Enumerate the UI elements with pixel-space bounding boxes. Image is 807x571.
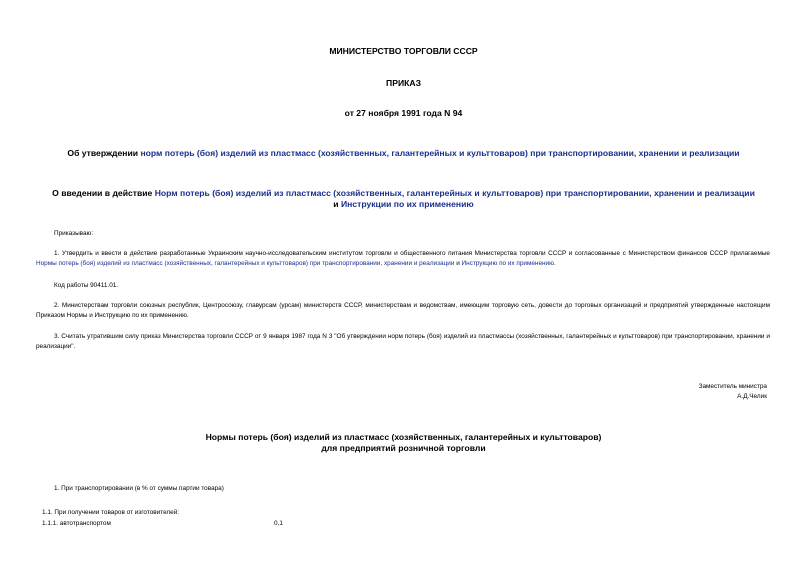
paragraph-1-norms-link[interactable]: Нормы потерь (боя) изделий из пластмасс (хозяйственных, галантерейных и культтоваров) при транспортировании, хранении и реализации [36,260,455,267]
paragraph-1-instruction-link[interactable]: Инструкцию по их применению [461,260,554,267]
norms-title-line-2: для предприятий розничной торговли [321,443,486,453]
work-code: Код работы 90411.01. [54,282,119,289]
norms-title-line-1: Нормы потерь (боя) изделий из пластмасс (хозяйственных, галантерейных и культтоваров) [205,432,602,442]
paragraph-3 [36,332,770,352]
paragraph-2 [36,301,770,321]
document-title [0,148,807,158]
section-1-1-heading: 1.1. При получении товаров от изготовителей: [42,509,180,516]
signature-position: Заместитель министра [698,383,767,390]
section-1-1-1-label: 1.1.1. автотранспортом [42,520,111,527]
subtitle-norms-link[interactable]: Норм потерь (боя) изделий из пластмасс (хозяйственных, галантерейных и культтоваров) при транспортировании, хранении и реализации [154,188,755,198]
title-prefix: Об утверждении [67,148,141,158]
subtitle-prefix: О введении в действие [52,188,155,198]
ministry-heading: МИНИСТЕРСТВО ТОРГОВЛИ СССР [329,46,478,56]
document-date-number: от 27 ноября 1991 года N 94 [344,108,463,118]
paragraph-1-end: . [553,260,556,267]
paragraph-2-text: 2. Министерствам торговли союзных республик, Центросоюзу, главурсам (урсам) министерств СССР, министерствам и ведомствам, имеющим торговую сеть, довести до торговых организаций и предприятий утвержденные настоящим Приказом Нормы и Инструкцию по их применению. [36,302,770,319]
subtitle-instruction-link[interactable]: Инструкции по их применению [340,199,474,209]
paragraph-1 [36,249,770,269]
document-subtitle [30,188,777,210]
signature-name: А.Д.Челик [737,393,767,400]
subtitle-middle: и [333,199,341,209]
paragraph-1-mid: и [454,260,462,267]
document-type: ПРИКАЗ [386,78,421,88]
signature-block [699,382,767,402]
norms-title [0,432,807,454]
section-1-1-1-value: 0,1 [274,520,283,527]
paragraph-1-text: 1. Утвердить и ввести в действие разработанные Украинским научно-исследовательским институтом торговли и общественного питания Министерства торговли СССР и согласованные с Министерством финансов СССР прилагаемые [54,250,770,257]
title-norms-link[interactable]: норм потерь (боя) изделий из пластмасс (хозяйственных, галантерейных и культтоваров) при транспортировании, хранении и реализации [140,148,740,158]
order-word: Приказываю: [54,230,94,237]
paragraph-3-text: 3. Считать утратившим силу приказ Министерства торговли СССР от 9 января 1987 года N 3 "Об утверждении норм потерь (боя) изделий из пластмассы (хозяйственных, галантерейных и культтоваров) при транспортировании, хранении и реализации". [36,333,770,350]
section-1-heading: 1. При транспортировании (в % от суммы партии товара) [54,485,224,492]
